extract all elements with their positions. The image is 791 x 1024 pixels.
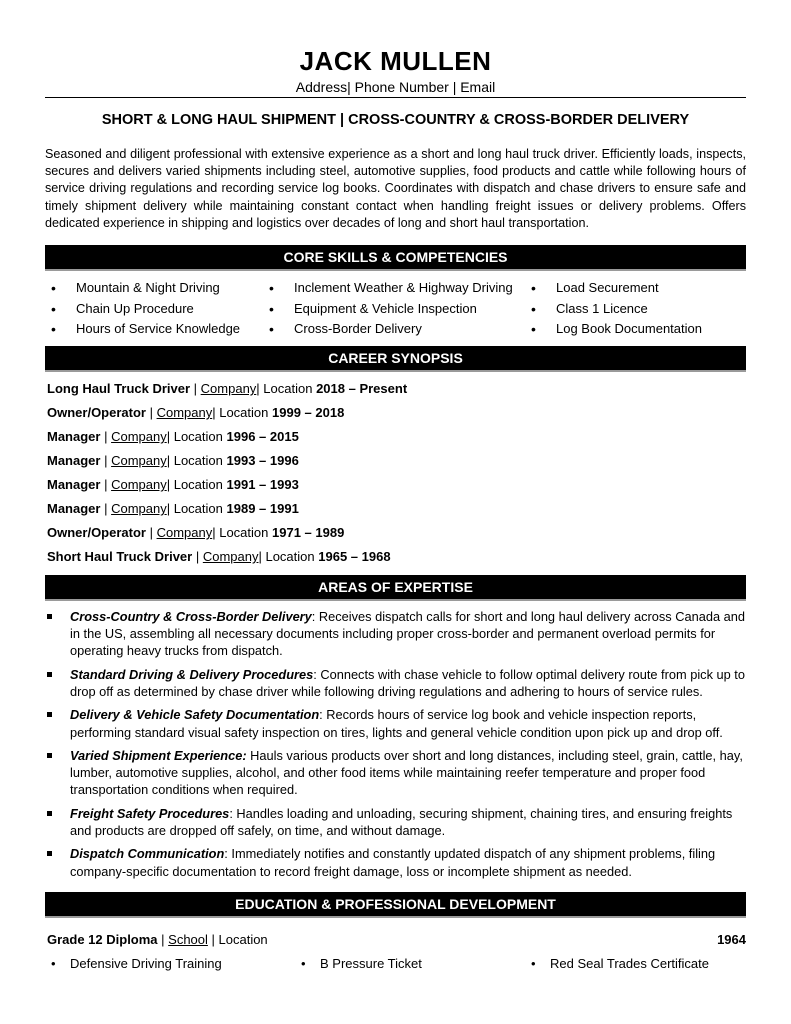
- expertise-item: [45, 608, 746, 660]
- expertise-title: Delivery & Vehicle Safety Documentation: [70, 707, 320, 723]
- education-year: 1964: [717, 932, 746, 947]
- company-link[interactable]: Company: [111, 501, 167, 516]
- expertise-title: Freight Safety Procedures: [70, 805, 230, 821]
- degree-title: Grade 12 Diploma: [47, 932, 158, 947]
- job-title: Manager: [47, 453, 101, 468]
- skill-item: • Chain Up Procedure: [45, 299, 240, 320]
- training-label: Red Seal Trades Certificate: [550, 956, 709, 971]
- bullet-icon: •: [51, 956, 56, 971]
- company-link[interactable]: Company: [202, 549, 259, 564]
- career-entry: Owner/Operator | Company| Location 1999 – 2018: [47, 405, 345, 420]
- expertise-separator: :: [313, 666, 317, 682]
- square-bullet-icon: [47, 672, 52, 677]
- expertise-list: [45, 608, 746, 886]
- job-location: Location: [219, 405, 269, 420]
- training-item: [45, 954, 222, 974]
- company-link[interactable]: Company: [111, 453, 167, 468]
- expertise-title: Cross-Country & Cross-Border Delivery: [70, 609, 312, 624]
- job-title: Owner/Operator: [47, 405, 146, 420]
- company-link[interactable]: Company: [156, 525, 213, 540]
- job-location: Location: [173, 501, 223, 516]
- expertise-text: Connects with chase vehicle to follow optimal delivery route from pick up to drop off as determined by chase driver while following driving regulations and adhering to hours of service rules.: [70, 666, 745, 699]
- contact-info: Address| Phone Number | Email: [295, 79, 496, 95]
- skill-item: • Load Securement: [525, 278, 702, 299]
- section-heading-expertise: AREAS OF EXPERTISE: [45, 575, 746, 599]
- job-location: Location: [173, 429, 223, 444]
- job-title: Long Haul Truck Driver: [47, 381, 191, 396]
- expertise-item: [45, 845, 746, 879]
- skill-item: • Log Book Documentation: [525, 319, 702, 340]
- square-bullet-icon: [47, 614, 52, 619]
- education-entry: Grade 12 Diploma | School | Location 1964: [47, 930, 746, 950]
- career-list: [47, 379, 747, 571]
- job-title: Manager: [47, 501, 101, 516]
- job-dates: 1991 – 1993: [226, 477, 299, 492]
- skill-item: • Cross-Border Delivery: [263, 319, 513, 340]
- school-link[interactable]: School: [168, 932, 208, 947]
- section-heading-career: CAREER SYNOPSIS: [45, 346, 746, 370]
- school-location: Location: [218, 932, 268, 947]
- job-title: Manager: [47, 429, 101, 444]
- job-title: Owner/Operator: [47, 525, 146, 540]
- expertise-separator: :: [229, 805, 233, 821]
- job-location: Location: [173, 453, 223, 468]
- skill-item: • Mountain & Night Driving: [45, 278, 240, 299]
- job-dates: 1996 – 2015: [226, 429, 299, 444]
- skill-item: • Class 1 Licence: [525, 299, 702, 320]
- career-entry: Long Haul Truck Driver | Company| Location 2018 – Present: [47, 381, 408, 396]
- job-title: Manager: [47, 477, 101, 492]
- section-heading-education: EDUCATION & PROFESSIONAL DEVELOPMENT: [45, 892, 746, 916]
- job-dates: 1971 – 1989: [272, 525, 345, 540]
- job-location: Location: [265, 549, 315, 564]
- training-item: [295, 954, 422, 974]
- company-link[interactable]: Company: [111, 429, 167, 444]
- expertise-item: [45, 805, 746, 839]
- summary-paragraph: Seasoned and diligent professional with extensive experience as a short and long haul truck driver. Efficiently loads, inspects, secures and delivers varied shipments including steel, automotive supplies, food products and cattle while following hours of service driving regulations and recording service log books. Coordinates with dispatch and chase drivers to ensure safe and timely shipment delivery while maintaining constant contact when handling freight issues or delivery problems. Offers dedicated experience in shipping and logistics over decades of long and short haul transportation.: [45, 147, 746, 230]
- job-dates: 1989 – 1991: [226, 501, 299, 516]
- candidate-name: JACK MULLEN: [299, 46, 492, 76]
- job-location: Location: [219, 525, 269, 540]
- company-link[interactable]: Company: [200, 381, 257, 396]
- header-divider: [45, 97, 746, 98]
- job-location: Location: [173, 477, 223, 492]
- expertise-text: Receives dispatch calls for short and long haul delivery across Canada and in the US, assembling all necessary documents including proper cross-border and permanent overload permits for operating heavy trucks from dispatch.: [70, 609, 745, 659]
- expertise-item: [45, 666, 746, 700]
- job-dates: 1993 – 1996: [226, 453, 299, 468]
- expertise-separator: :: [319, 707, 323, 723]
- square-bullet-icon: [47, 712, 52, 717]
- expertise-text: Immediately notifies and constantly updated dispatch of any shipment problems, filing company-specific documentation to record freight damage, loss or incomplete shipment as needed.: [70, 846, 716, 879]
- expertise-text: Hauls various products over short and long distances, including steel, grain, cattle, hay, lumber, automotive supplies, alcohol, and other food items while maintaining reefer temperature and proper food transportation conditions when required.: [70, 747, 743, 798]
- skills-column-3: [525, 278, 702, 340]
- job-dates: 2018 – Present: [316, 381, 408, 396]
- bullet-icon: •: [301, 956, 306, 971]
- skills-column-2: [263, 278, 513, 340]
- career-entry: Manager | Company| Location 1989 – 1991: [47, 501, 299, 516]
- skills-column-1: [45, 278, 240, 340]
- expertise-title: Dispatch Communication: [70, 846, 225, 862]
- skill-item: • Equipment & Vehicle Inspection: [263, 299, 513, 320]
- company-link[interactable]: Company: [111, 477, 167, 492]
- career-entry: Owner/Operator | Company| Location 1971 – 1989: [47, 525, 345, 540]
- square-bullet-icon: [47, 811, 52, 816]
- section-heading-skills: CORE SKILLS & COMPETENCIES: [45, 245, 746, 269]
- job-title: Short Haul Truck Driver: [47, 549, 193, 564]
- training-label: Defensive Driving Training: [70, 956, 222, 971]
- training-label: B Pressure Ticket: [320, 956, 422, 971]
- expertise-item: [45, 706, 746, 740]
- professional-headline: SHORT & LONG HAUL SHIPMENT | CROSS-COUNTRY & CROSS-BORDER DELIVERY: [101, 112, 690, 128]
- job-dates: 1965 – 1968: [318, 549, 391, 564]
- expertise-separator: :: [224, 846, 228, 862]
- skill-item: • Inclement Weather & Highway Driving: [263, 278, 513, 299]
- square-bullet-icon: [47, 851, 52, 856]
- square-bullet-icon: [47, 753, 52, 758]
- expertise-title: Standard Driving & Delivery Procedures: [70, 666, 314, 682]
- skill-item: • Hours of Service Knowledge: [45, 319, 240, 340]
- training-item: [525, 954, 709, 974]
- job-dates: 1999 – 2018: [272, 405, 345, 420]
- career-entry: Short Haul Truck Driver | Company| Location 1965 – 1968: [47, 549, 391, 564]
- expertise-text: Handles loading and unloading, securing shipment, chaining tires, and ensuring freights and products are dropped off safely, on time, and without damage.: [70, 805, 733, 838]
- career-entry: Manager | Company| Location 1991 – 1993: [47, 477, 299, 492]
- expertise-item: [45, 747, 746, 799]
- career-entry: Manager | Company| Location 1996 – 2015: [47, 429, 299, 444]
- expertise-title: Varied Shipment Experience:: [70, 747, 247, 763]
- job-location: Location: [263, 381, 313, 396]
- career-entry: Manager | Company| Location 1993 – 1996: [47, 453, 299, 468]
- bullet-icon: •: [531, 956, 536, 971]
- expertise-separator: :: [311, 609, 316, 624]
- expertise-text: Records hours of service log book and vehicle inspection reports, performing standard visual safety inspection on tires, lights and general vehicle condition upon pick up and drop off.: [70, 707, 723, 740]
- company-link[interactable]: Company: [156, 405, 213, 420]
